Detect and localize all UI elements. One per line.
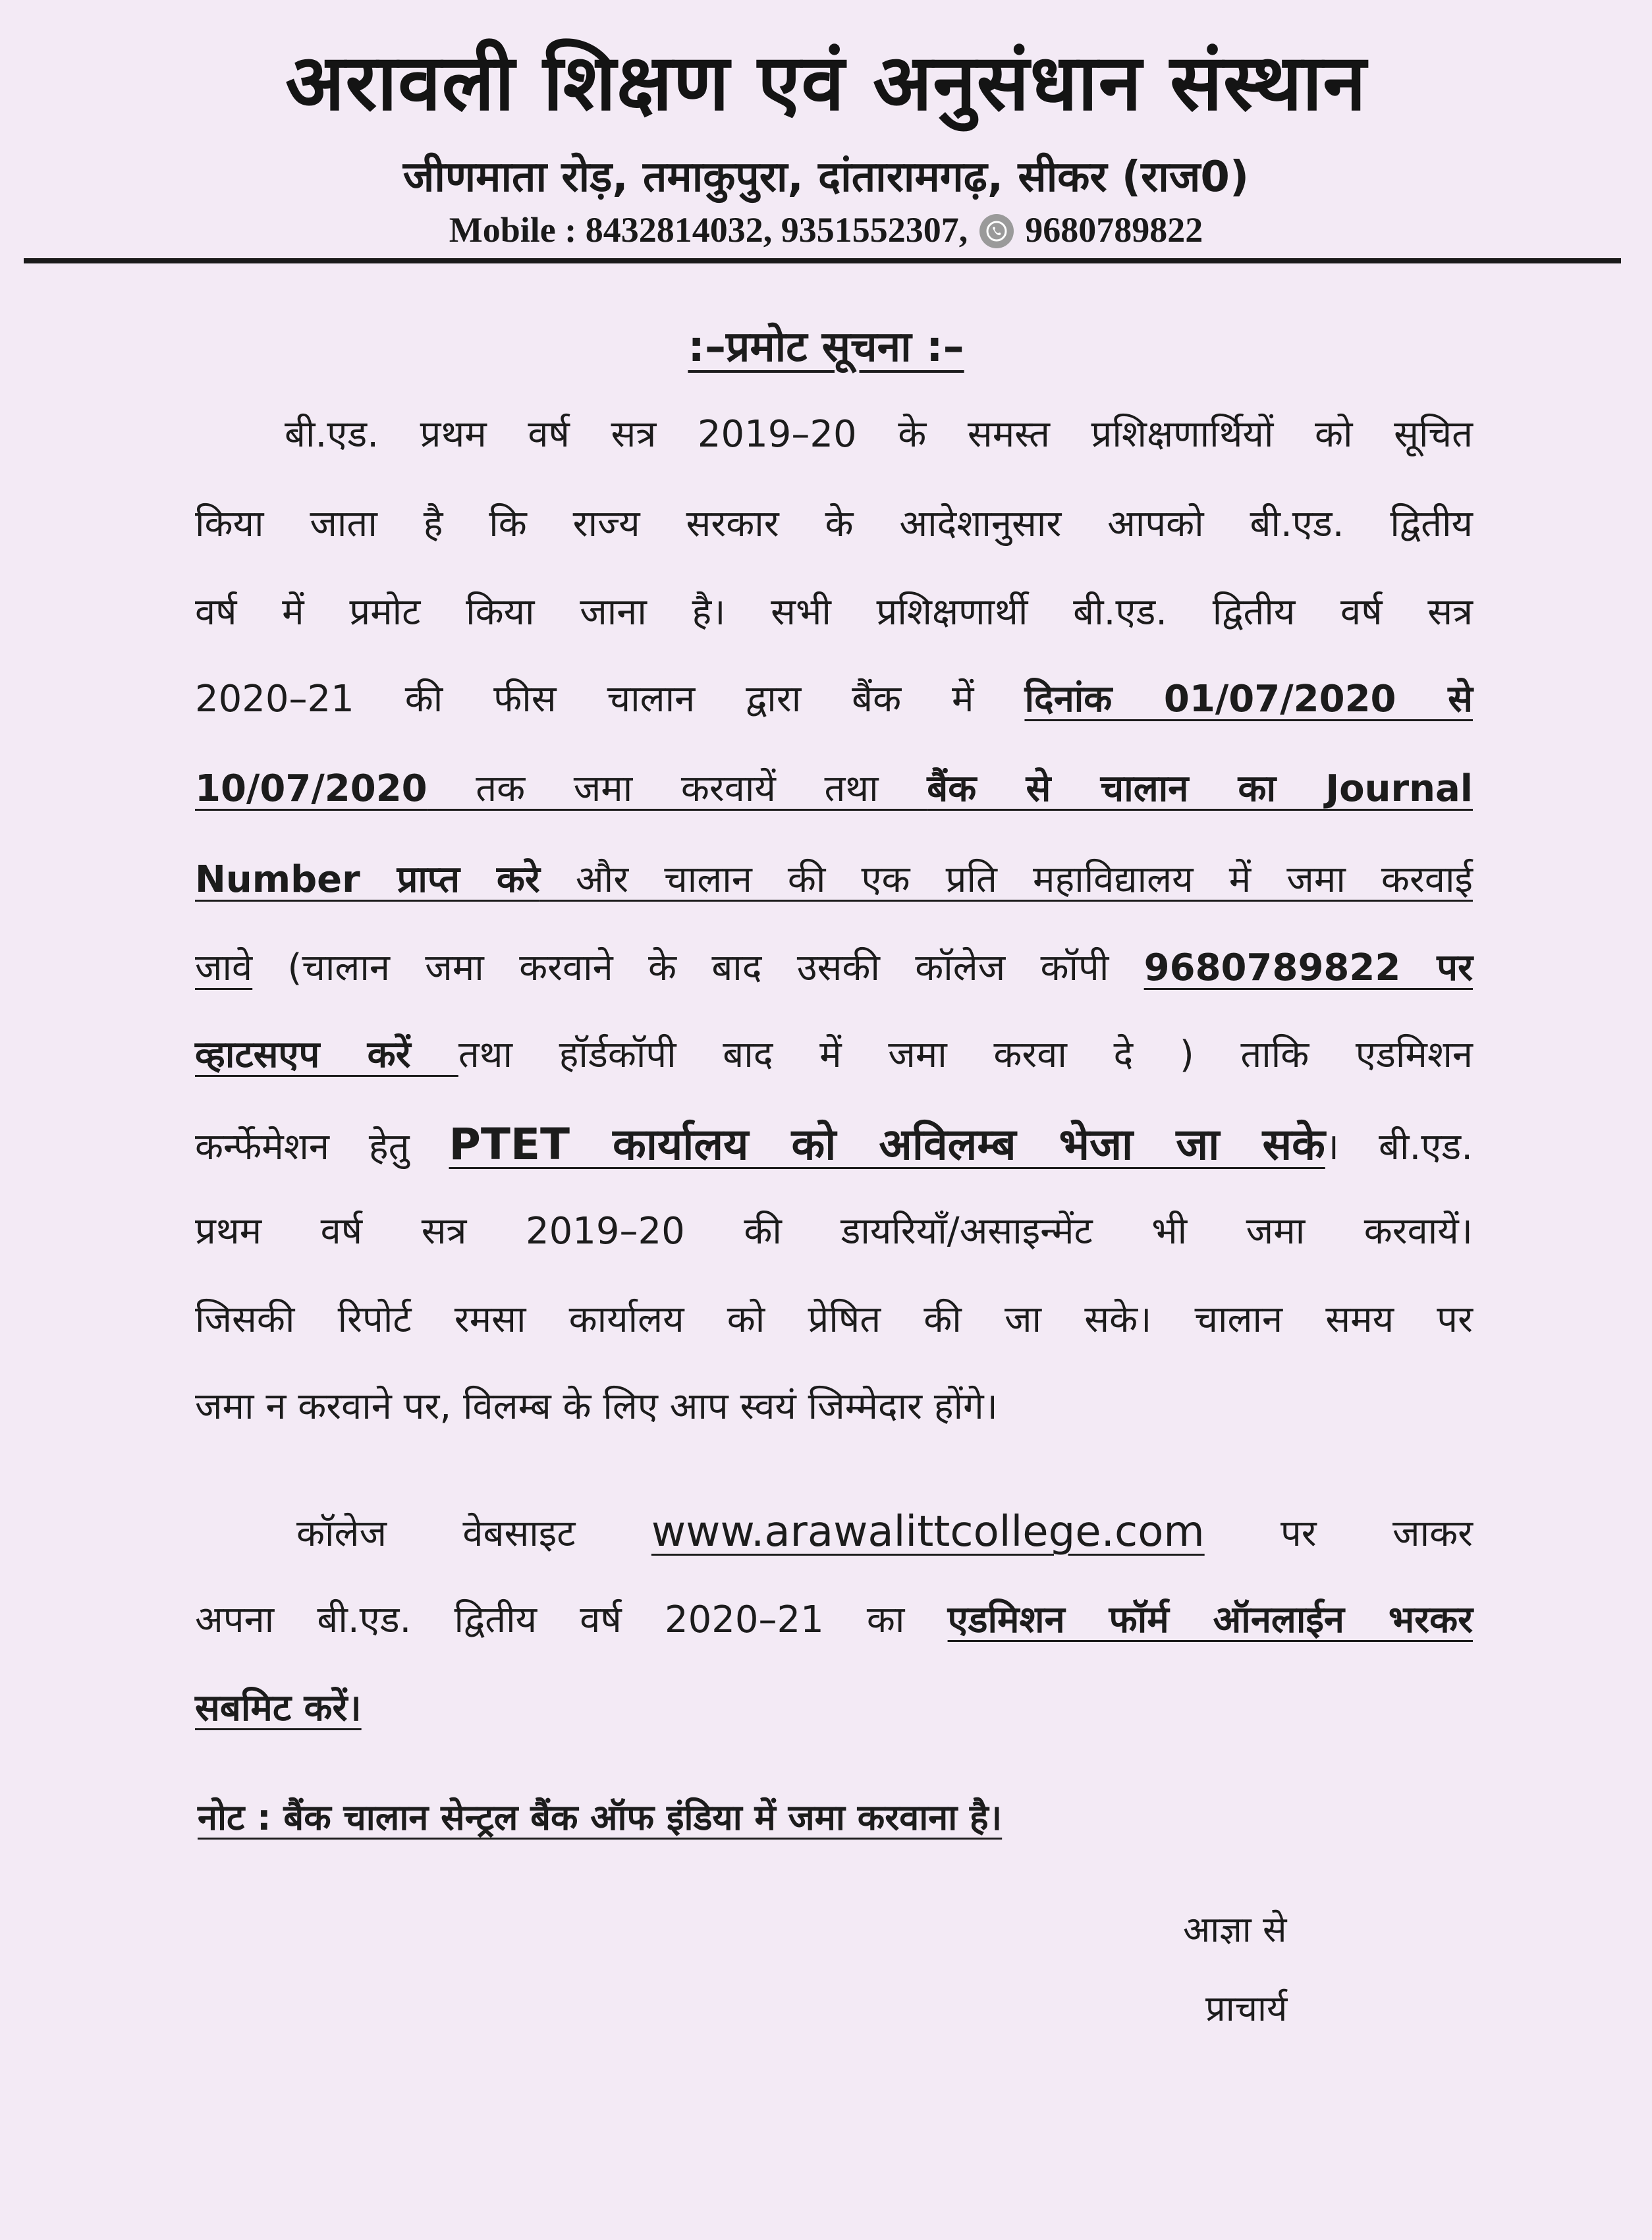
institution-address: जीणमाता रोड़, तमाकुपुरा, दांतारामगढ़, सीकर (राज0) bbox=[402, 153, 1250, 202]
paragraph-line: 10/07/2020 तक जमा करवायें तथा बैंक से चालान का Journal bbox=[195, 767, 1473, 810]
paragraph-line: वर्ष में प्रमोट किया जाना है। सभी प्रशिक्षणार्थी बी.एड. द्वितीय वर्ष सत्र bbox=[195, 591, 1473, 634]
signature-principal: प्राचार्य bbox=[1205, 1988, 1288, 2029]
paragraph-line: Number प्राप्त करे और चालान की एक प्रति महाविद्यालय में जमा करवाई bbox=[195, 858, 1473, 901]
bank-note: नोट : बैंक चालान सेन्ट्रल बैंक ऑफ इंडिया में जमा करवाना है। bbox=[198, 1797, 1003, 1838]
ptet-highlight: PTET कार्यालय को अविलम्ब भेजा जा सके bbox=[449, 1119, 1325, 1170]
paragraph-line: 2020–21 की फीस चालान द्वारा बैंक में दिनांक 01/07/2020 से bbox=[195, 678, 1473, 721]
mobile-numbers: 8432814032, 9351552307, bbox=[585, 210, 968, 250]
header-divider bbox=[24, 258, 1621, 263]
whatsapp-number: 9680789822 bbox=[1025, 210, 1203, 250]
paragraph-line: जमा न करवाने पर, विलम्ब के लिए आप स्वयं जिम्मेदार होंगे। bbox=[195, 1385, 998, 1428]
college-website-link[interactable]: www.arawalittcollege.com bbox=[651, 1508, 1205, 1556]
paragraph-line: बी.एड. प्रथम वर्ष सत्र 2019–20 के समस्त प्रशिक्षणार्थियों को सूचित bbox=[285, 413, 1473, 456]
paragraph-line: जिसकी रिपोर्ट रमसा कार्यालय को प्रेषित की जा सके। चालान समय पर bbox=[195, 1298, 1473, 1341]
paragraph-line: अपना बी.एड. द्वितीय वर्ष 2020–21 का एडमिशन फॉर्म ऑनलाईन भरकर bbox=[195, 1598, 1473, 1641]
paragraph-line: कर्न्फेमेशन हेतु PTET कार्यालय को अविलम्ब भेजा जा सके। बी.एड. bbox=[195, 1119, 1473, 1170]
signature-by-order: आज्ञा से bbox=[1183, 1909, 1287, 1950]
notice-title: :–प्रमोट सूचना :– bbox=[688, 323, 964, 371]
institution-name: अरावली शिक्षण एवं अनुसंधान संस्थान bbox=[285, 37, 1367, 128]
paragraph-line: किया जाता है कि राज्य सरकार के आदेशानुसार आपको बी.एड. द्वितीय bbox=[195, 503, 1473, 545]
whatsapp-icon bbox=[979, 214, 1014, 248]
date-range-highlight: दिनांक 01/07/2020 से bbox=[1024, 678, 1473, 721]
paragraph-line: व्हाटसएप करें तथा हॉर्डकॉपी बाद में जमा करवा दे ) ताकि एडमिशन bbox=[195, 1033, 1473, 1076]
admission-form-highlight: एडमिशन फॉर्म ऑनलाईन भरकर bbox=[947, 1598, 1473, 1641]
paragraph-line: जावे (चालान जमा करवाने के बाद उसकी कॉलेज कॉपी 9680789822 पर bbox=[195, 946, 1473, 989]
paragraph-line: कॉलेज वेबसाइट www.arawalittcollege.com पर जाकर bbox=[296, 1508, 1473, 1556]
journal-number-highlight: बैंक से चालान का Journal bbox=[927, 767, 1473, 810]
paragraph-line: सबमिट करें। bbox=[195, 1687, 362, 1730]
contact-numbers bbox=[0, 209, 1652, 250]
paragraph-line: प्रथम वर्ष सत्र 2019–20 की डायरियाँ/असाइन्मेंट भी जमा करवायें। bbox=[195, 1210, 1473, 1253]
mobile-label: Mobile : bbox=[449, 210, 577, 250]
whatsapp-number-highlight: 9680789822 पर bbox=[1143, 946, 1473, 989]
